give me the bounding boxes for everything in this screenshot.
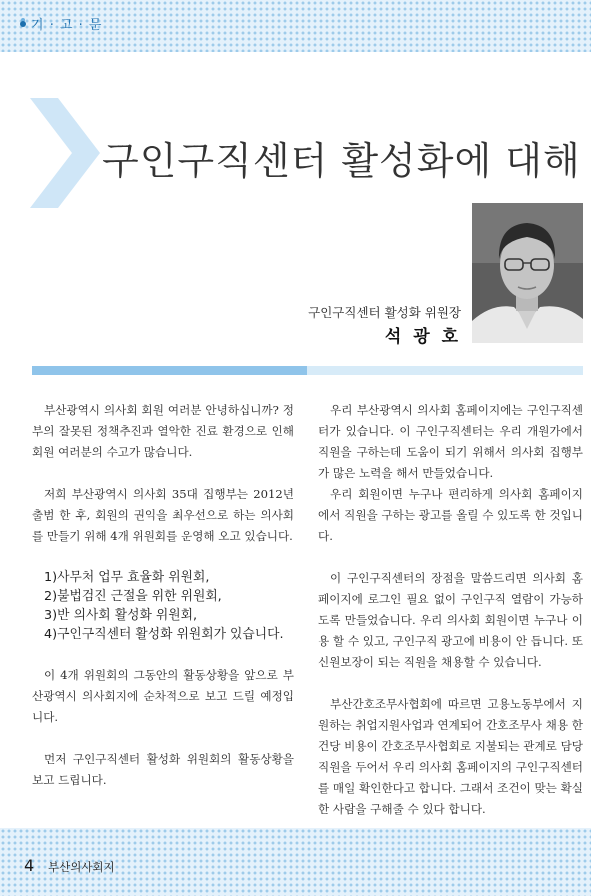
- section-tag-label: 기 · 고 · 문: [31, 18, 103, 33]
- author-name: 석 광 호: [384, 327, 461, 347]
- paragraph: 이 구인구직센터의 장점을 말씀드리면 의사회 홈페이지에 로그인 필요 없이 구인구직 열람이 가능하도록 만들었습니다. 우리 의사회 회원이면 누구나 이용 할 수 있고, 구인구직 광고에 비용이 안 듭니다. 또 신원보장이 되는 직원을 채용할 수 있습니다.: [318, 571, 583, 669]
- page-number: 4: [24, 856, 35, 875]
- author-role: 구인구직센터 활성화 위원장: [308, 305, 461, 320]
- divider-bar-left: [32, 366, 307, 375]
- paragraph: 우리 부산광역시 의사회 홈페이지에는 구인구직센터가 있습니다. 이 구인구직센터는 우리 개원가에서 직원을 구하는데 도움이 되기 위해서 의사회 집행부가 많은 노력을 해서 만들었습니다.: [318, 403, 583, 480]
- section-tag: [20, 14, 102, 33]
- divider-bar-right: [307, 366, 583, 375]
- paragraph: 우리 회원이면 누구나 편리하게 의사회 홈페이지에서 직원을 구하는 광고를 올릴 수 있도록 한 것입니다.: [318, 487, 583, 543]
- right-column: [318, 400, 583, 820]
- bullet-icon: [20, 21, 26, 27]
- committee-list: [32, 568, 294, 644]
- paragraph: 부산간호조무사협회에 따르면 고용노동부에서 지원하는 취업지원사업과 연계되어 간호조무사 채용 한 건당 비용이 간호조무사협회로 지불되는 관계로 담당직원을 두어서 우리 의사회 홈페이지의 구인구직센터를 매일 확인한다고 합니다. 그래서 조건이 맞는 확실한 사람을 구해줄 수 있다 합니다.: [318, 697, 583, 816]
- chevron-right-icon: [30, 98, 100, 208]
- author-photo: [472, 203, 583, 343]
- paragraph: 먼저 구인구직센터 활성화 위원회의 활동상황을 보고 드립니다.: [32, 752, 294, 787]
- list-item: 2)불법검진 근절을 위한 위원회,: [44, 589, 222, 604]
- list-item: 1)사무처 업무 효율화 위원회,: [44, 570, 210, 585]
- article-title: 구인구직센터 활성화에 대해: [102, 139, 581, 183]
- list-item: 3)반 의사회 활성화 위원회,: [44, 608, 198, 623]
- paragraph: 이 4개 위원회의 그동안의 활동상황을 앞으로 부산광역시 의사회지에 순차적으로 보고 드릴 예정입니다.: [32, 668, 294, 724]
- magazine-name: 부산의사회지: [48, 860, 115, 874]
- list-item: 4)구인구직센터 활성화 위원회가 있습니다.: [44, 627, 284, 642]
- paragraph: 저희 부산광역시 의사회 35대 집행부는 2012년 출범 한 후, 회원의 권익을 최우선으로 하는 의사회를 만들기 위해 4개 위원회를 운영해 오고 있습니다.: [32, 487, 294, 543]
- left-column: [32, 400, 294, 791]
- paragraph: 부산광역시 의사회 회원 여러분 안녕하십니까? 정부의 잘못된 정책추진과 열악한 진료 환경으로 인해 회원 여러분의 수고가 많습니다.: [32, 403, 294, 459]
